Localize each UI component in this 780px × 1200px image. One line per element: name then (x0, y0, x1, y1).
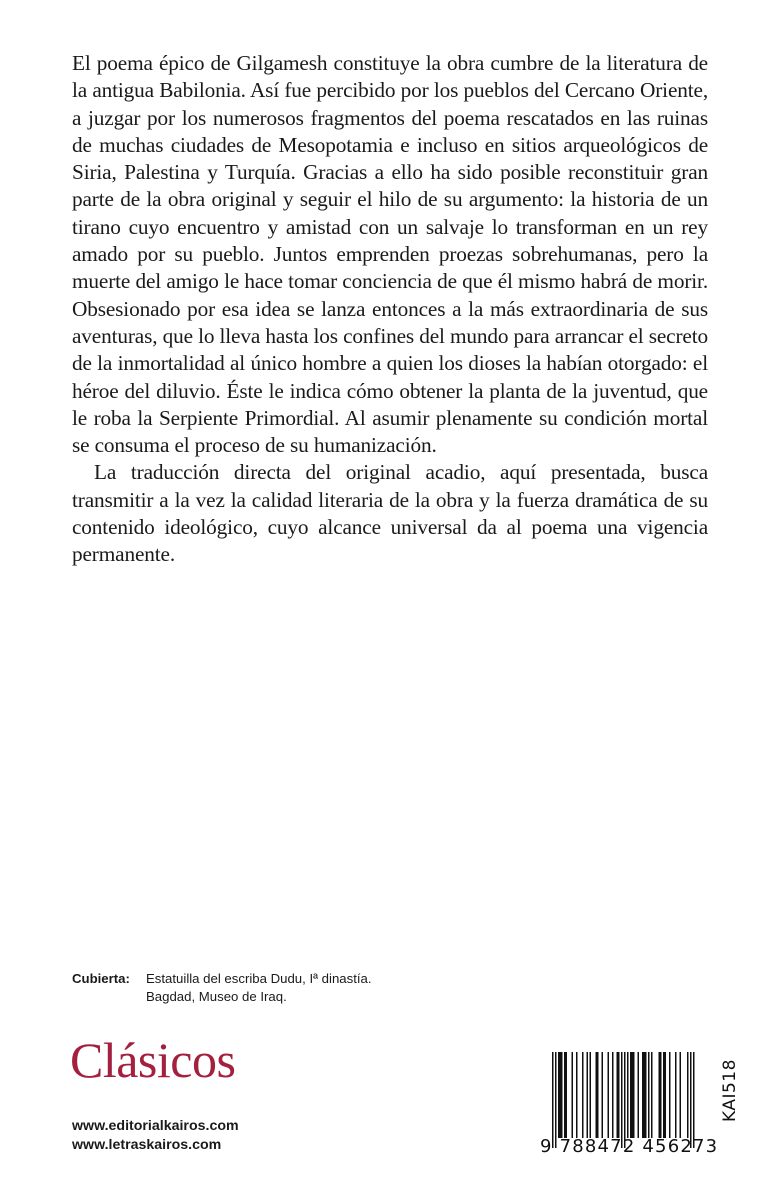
barcode-bar (659, 1052, 661, 1138)
barcode-guard-bar (552, 1052, 554, 1148)
publisher-urls (72, 1117, 239, 1155)
barcode-bar (558, 1052, 560, 1138)
barcode-bars (540, 1050, 708, 1150)
barcode-bar (560, 1052, 562, 1138)
barcode-bar (612, 1052, 614, 1138)
barcode-bar (596, 1052, 598, 1138)
catalog-code: KAI518 (720, 1059, 740, 1122)
barcode-bar (587, 1052, 589, 1138)
cover-credit-line-2: Bagdad, Museo de Iraq. (146, 989, 287, 1004)
barcode-bar (644, 1052, 646, 1138)
barcode-bar (561, 1052, 563, 1138)
barcode-bar (627, 1052, 629, 1138)
series-title: Clásicos (70, 1032, 236, 1088)
barcode-bar (660, 1052, 662, 1138)
isbn-digits: 9 788472 456273 (540, 1136, 719, 1157)
cover-credit-label: Cubierta: (72, 971, 130, 986)
barcode-guard-bar (693, 1052, 695, 1148)
barcode-bar (597, 1052, 599, 1138)
barcode-bar (675, 1052, 677, 1138)
barcode-bar (632, 1052, 634, 1138)
barcode-bar (651, 1052, 653, 1138)
barcode-bar (680, 1052, 682, 1138)
barcode-guard-bar (621, 1052, 623, 1148)
barcode-bar (638, 1052, 640, 1138)
barcode-bar (608, 1052, 610, 1138)
barcode-bar (618, 1052, 620, 1138)
barcode-bar (642, 1052, 644, 1138)
barcode-guard-bar (624, 1052, 626, 1148)
cover-credit-text (146, 970, 372, 1006)
barcode-bar (669, 1052, 671, 1138)
barcode-bar (645, 1052, 647, 1138)
barcode-bar (564, 1052, 566, 1138)
barcode-bar (617, 1052, 619, 1138)
barcode-guard-bar (555, 1052, 557, 1148)
barcode-bar (576, 1052, 578, 1138)
blurb-paragraph-1: El poema épico de Gilgamesh constituye la obra cumbre de la literatura de la antigua Babilonia. Así fue percibido por los pueblos del Cercano Oriente, a juzgar por los numerosos fragmentos del poema rescatados en las ruinas de muchas ciudades de Mesopotamia e incluso en sitios arqueológicos de Siria, Palestina y Turquía. Gracias a ello ha sido posible reconstituir gran parte de la obra original y seguir el hilo de su argumento: la historia de un tirano cuyo encuentro y amistad con un salvaje lo transforman en un rey amado por su pueblo. Juntos emprenden proezas sobrehumanas, pero la muerte del amigo le hace tomar conciencia de que él mismo habrá de morir. Obsesionado por esa idea se lanza entonces a la más extraordinaria de sus aventuras, que lo lleva hasta los confines del mundo para arrancar el secreto de la inmortalidad al único hombre a quien los dioses la habían otorgado: el héroe del diluvio. Éste le indica cómo obtener la planta de la juventud, que le roba la Serpiente Primordial. Al asumir plenamente su condición mortal se consuma el proceso de su humanización. (72, 51, 708, 458)
blurb-paragraph-2: La traducción directa del original acadio, aquí presentada, busca transmitir a la vez la calidad literaria de la obra y la fuerza dramática de su contenido ideológico, cuyo alcance universal da al poema una vigencia permanente. (72, 460, 708, 567)
barcode-bar (590, 1052, 592, 1138)
barcode-bar (572, 1052, 574, 1138)
back-cover-blurb (72, 50, 708, 569)
barcode-bar (582, 1052, 584, 1138)
cover-credit-line-1: Estatuilla del escriba Dudu, Iª dinastía. (146, 971, 372, 986)
barcode-bar (665, 1052, 667, 1138)
barcode-bar (602, 1052, 604, 1138)
cover-credit (72, 970, 372, 1006)
url-editorialkairos[interactable]: www.editorialkairos.com (72, 1118, 239, 1134)
barcode-bar (630, 1052, 632, 1138)
barcode-bar (687, 1052, 689, 1138)
barcode-bar (633, 1052, 635, 1138)
url-letraskairos[interactable]: www.letraskairos.com (72, 1137, 222, 1153)
barcode-guard-bar (690, 1052, 692, 1148)
barcode-bar (663, 1052, 665, 1138)
barcode-bar (566, 1052, 568, 1138)
barcode-bar (648, 1052, 650, 1138)
